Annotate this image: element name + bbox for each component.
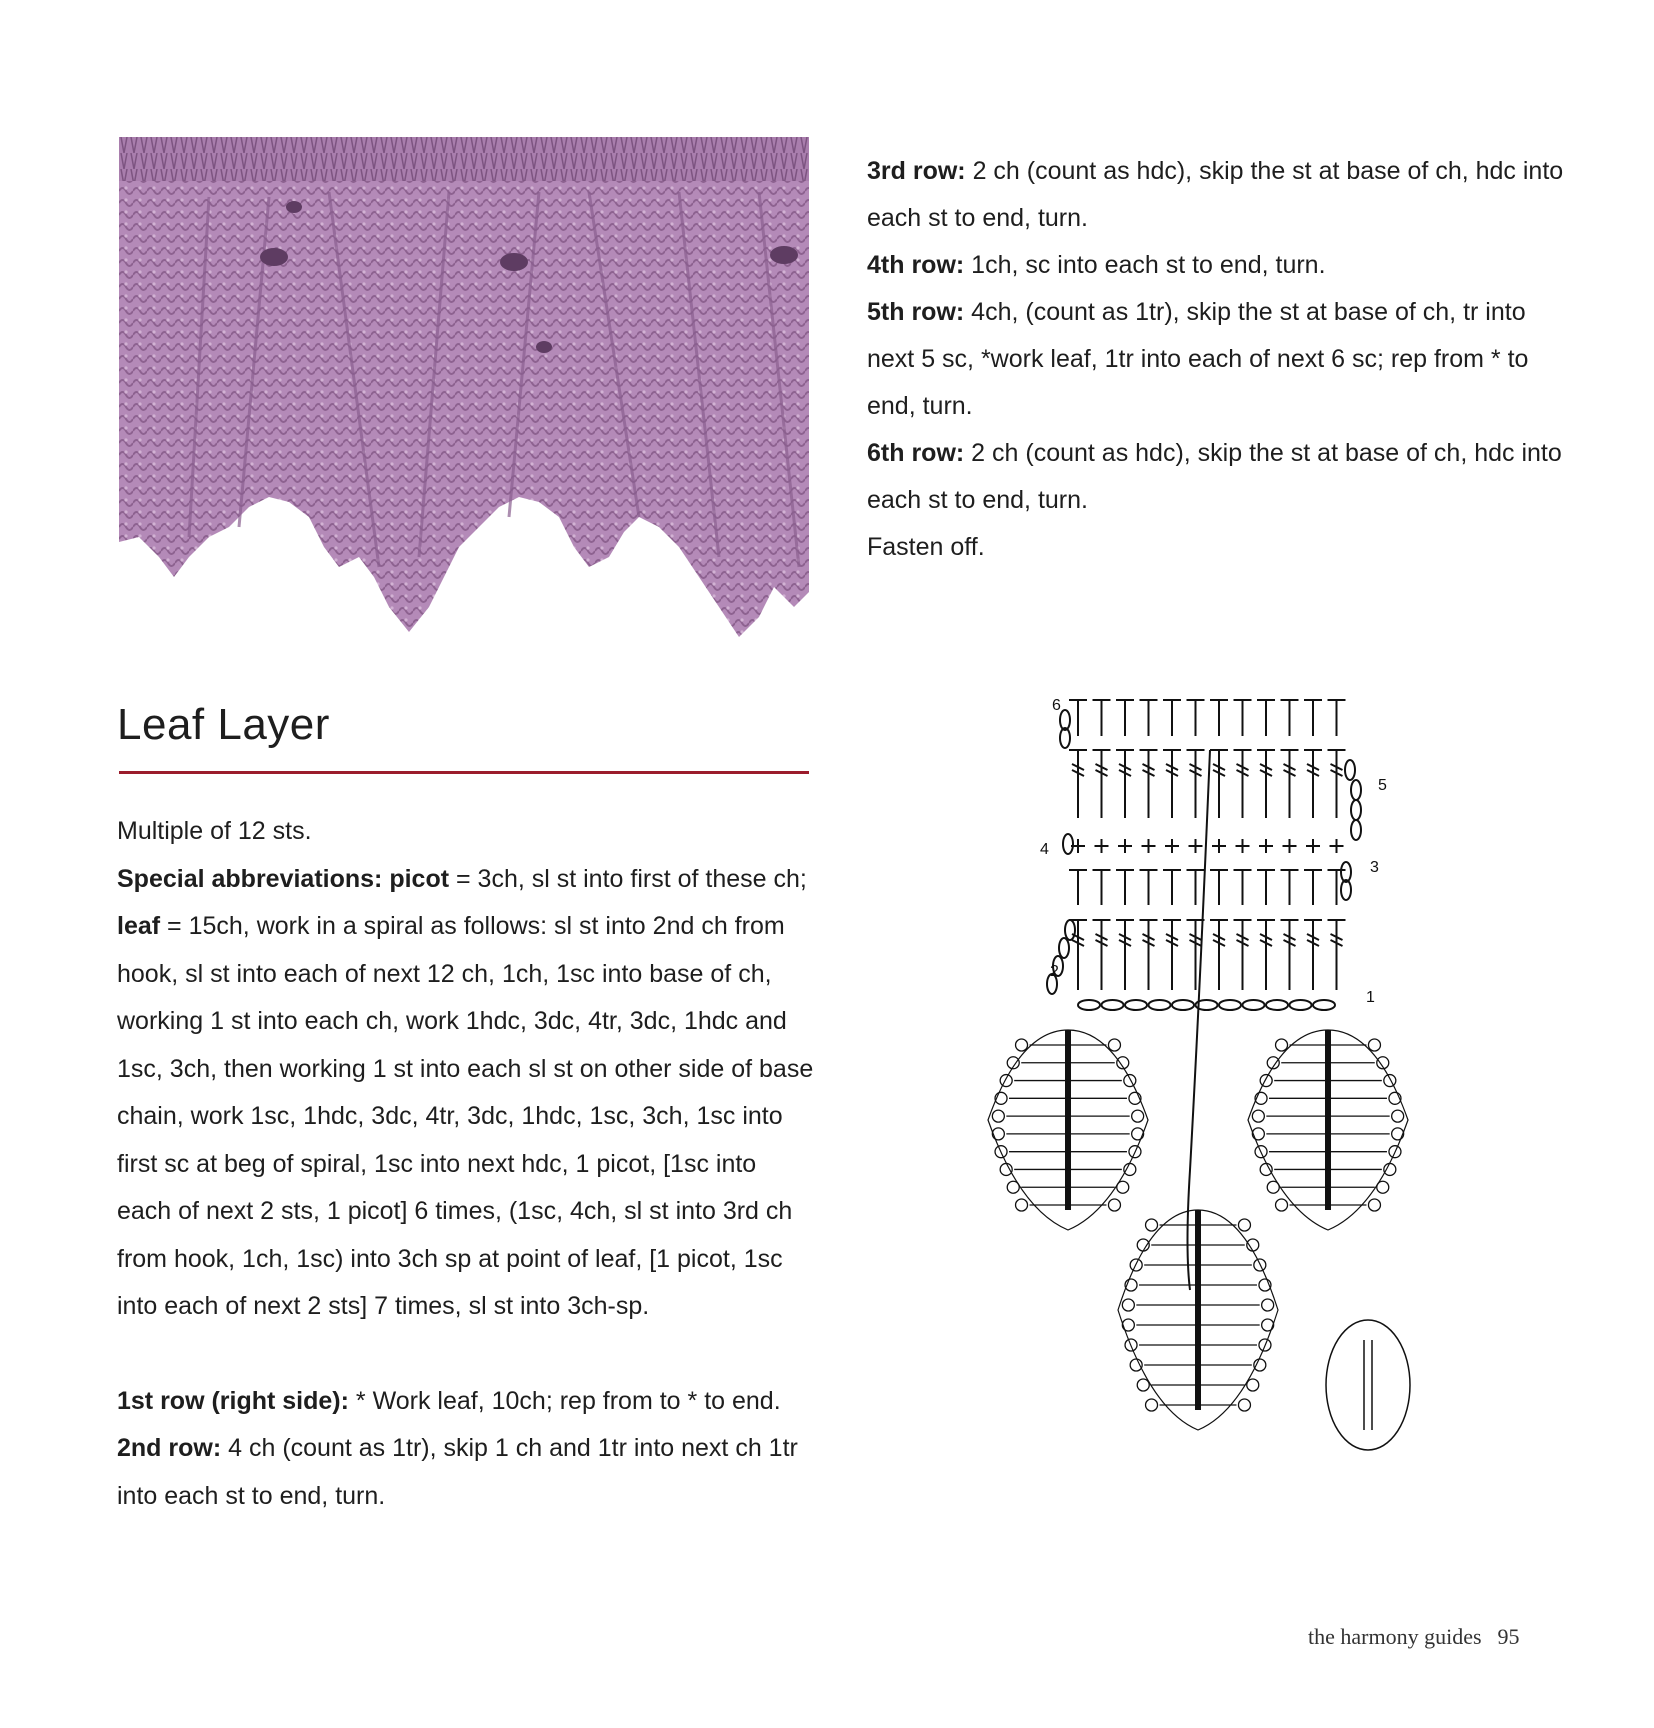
chain-symbol [1243,1000,1265,1010]
sc-symbol [1095,839,1109,853]
picot-symbol [1267,1181,1279,1193]
hdc-symbol [1187,870,1205,905]
sc-symbol [1142,839,1156,853]
sc-symbol [1236,839,1250,853]
tr-symbol [1234,920,1252,990]
tr-symbol [1116,750,1134,818]
picot-symbol [1137,1379,1149,1391]
picot-symbol [1392,1110,1404,1122]
tr-symbol [1234,750,1252,818]
chart-leaves [988,1030,1410,1450]
tr-symbol [1163,750,1181,818]
row-6-instruction: 6th row: 2 ch (count as hdc), skip the st at base of ch, hdc into each st to end, turn. [867,439,1562,514]
picot-symbol [1000,1075,1012,1087]
tr-symbol [1210,750,1228,818]
picot-symbol [1377,1181,1389,1193]
swatch-photo [119,137,809,637]
hdc-symbol [1069,700,1087,736]
tr-symbol [1210,920,1228,990]
chain-symbol [1290,1000,1312,1010]
picot-symbol [1247,1379,1259,1391]
chain-symbol [1345,760,1355,780]
hdc-symbol [1328,870,1346,905]
tr-symbol [1163,920,1181,990]
picot-symbol [1016,1199,1028,1211]
direction-spine [1364,1340,1372,1430]
tr-symbol [1093,750,1111,818]
tr-symbol [1257,750,1275,818]
picot-symbol [1262,1319,1274,1331]
title-rule [119,771,809,774]
picot-symbol [1238,1399,1250,1411]
picot-symbol [1146,1399,1158,1411]
picot-symbol [1392,1128,1404,1140]
tr-symbol [1281,750,1299,818]
hdc-symbol [1069,870,1087,905]
chain-symbol [1059,938,1069,958]
row-number-label: 4 [1040,841,1049,858]
picot-symbol [1108,1199,1120,1211]
hdc-symbol [1234,870,1252,905]
chain-symbol [1351,780,1361,800]
picot-symbol [992,1128,1004,1140]
chain-symbol [1313,1000,1335,1010]
tr-symbol [1281,920,1299,990]
hdc-symbol [1116,700,1134,736]
special-abbreviations: Special abbreviations: picot = 3ch, sl st into first of these ch; leaf = 15ch, work in a spiral as follows: sl st into 2nd ch from hook, sl st into each of next 12 ch, 1ch, 1sc into base of ch, working 1 st into each ch, work 1hdc, 3dc, 4tr, 3dc, 1hdc and 1sc, 3ch, then working 1 st into each sl st on other side of base chain, work 1sc, 1hdc, 3dc, 4tr, 3dc, 1hdc, 1sc, 3ch, 1sc into first sc at beg of spiral, 1sc into next hdc, 1 picot, [1sc into each of next 2 sts, 1 picot] 6 times, (1sc, 4ch, sl st into 3rd ch from hook, 1ch, 1sc) into 3ch sp at point of leaf, [1 picot, 1sc into each of next 2 sts] 7 times, sl st into 3ch-sp. [117,864,814,1320]
sc-symbol [1189,839,1203,853]
tr-symbol [1328,750,1346,818]
hdc-symbol [1281,870,1299,905]
picot-symbol [1000,1163,1012,1175]
sc-symbol [1306,839,1320,853]
tr-symbol [1069,750,1087,818]
hdc-symbol [1328,700,1346,736]
picot-symbol [1117,1181,1129,1193]
picot-symbol [1252,1110,1264,1122]
tr-symbol [1069,920,1087,990]
picot-symbol [992,1110,1004,1122]
hdc-symbol [1257,870,1275,905]
picot-symbol [1262,1299,1274,1311]
hdc-symbol [1163,700,1181,736]
tr-symbol [1257,920,1275,990]
page-number: 95 [1497,1624,1520,1649]
picot-symbol [1108,1039,1120,1051]
connecting-chain-line [1188,750,1211,1290]
chain-symbol [1351,800,1361,820]
picot-symbol [1238,1219,1250,1231]
hdc-symbol [1234,700,1252,736]
tr-symbol [1116,920,1134,990]
chain-symbol [1102,1000,1124,1010]
picot-symbol [1384,1075,1396,1087]
row-3-instruction: 3rd row: 2 ch (count as hdc), skip the st at base of ch, hdc into each st to end, turn. [867,157,1564,232]
chain-symbol [1172,1000,1194,1010]
hdc-symbol [1257,700,1275,736]
tr-symbol [1093,920,1111,990]
page-footer [1308,1624,1520,1650]
picot-symbol [1132,1110,1144,1122]
row-number-label: 1 [1366,989,1375,1006]
chain-symbol [1065,920,1075,940]
tr-symbol [1140,920,1158,990]
sc-symbol [1283,839,1297,853]
row-number-label: 3 [1370,859,1379,876]
tr-symbol [1328,920,1346,990]
right-column-text [867,148,1567,571]
tr-symbol [1304,750,1322,818]
sc-symbol [1118,839,1132,853]
picot-symbol [1124,1163,1136,1175]
sc-symbol [1165,839,1179,853]
chain-symbol [1149,1000,1171,1010]
sc-symbol [1259,839,1273,853]
hdc-symbol [1304,870,1322,905]
tr-symbol [1304,920,1322,990]
chart-rows [1047,700,1361,1290]
leaf-motif [988,1030,1148,1230]
leaf-motif [1248,1030,1408,1230]
leaf-motif [1118,1210,1278,1430]
picot-symbol [1132,1128,1144,1140]
paragraph-gap [117,1331,817,1378]
picot-symbol [1122,1319,1134,1331]
row-5-instruction: 5th row: 4ch, (count as 1tr), skip the st at base of ch, tr into next 5 sc, *work leaf, 1tr into each of next 6 sc; rep from * to end, turn. [867,298,1529,420]
chain-symbol [1078,1000,1100,1010]
picot-symbol [1146,1219,1158,1231]
hdc-symbol [1304,700,1322,736]
chain-symbol [1219,1000,1241,1010]
picot-symbol [1368,1199,1380,1211]
picot-symbol [1260,1075,1272,1087]
tr-symbol [1140,750,1158,818]
hdc-symbol [1140,870,1158,905]
row-4-instruction: 4th row: 1ch, sc into each st to end, turn. [867,251,1326,279]
hdc-symbol [1116,870,1134,905]
picot-symbol [1016,1039,1028,1051]
left-column-text [117,808,817,1520]
row-1-instruction: 1st row (right side): * Work leaf, 10ch; rep from to * to end. [117,1386,781,1415]
hdc-symbol [1281,700,1299,736]
sc-symbol [1330,839,1344,853]
picot-symbol [1007,1181,1019,1193]
tr-symbol [1187,750,1205,818]
hdc-symbol [1093,700,1111,736]
hdc-symbol [1140,700,1158,736]
picot-symbol [1384,1163,1396,1175]
picot-symbol [1276,1199,1288,1211]
multiple-note: Multiple of 12 sts. [117,817,312,845]
picot-symbol [1124,1075,1136,1087]
row-number-label: 6 [1052,697,1061,714]
direction-oval [1326,1320,1410,1450]
row-number-label: 5 [1378,777,1387,794]
picot-symbol [1260,1163,1272,1175]
chain-symbol [1125,1000,1147,1010]
picot-symbol [1276,1039,1288,1051]
chain-symbol [1063,834,1073,854]
guide-name: the harmony guides [1308,1624,1482,1649]
row-number-label: 2 [1050,963,1059,980]
row-2-instruction: 2nd row: 4 ch (count as 1tr), skip 1 ch and 1tr into next ch 1tr into each st to end, turn. [117,1434,798,1510]
picot-symbol [1122,1299,1134,1311]
picot-symbol [1368,1039,1380,1051]
chain-symbol [1266,1000,1288,1010]
chain-symbol [1351,820,1361,840]
crochet-chart [960,690,1430,1560]
hdc-symbol [1210,700,1228,736]
hdc-symbol [1210,870,1228,905]
picot-symbol [1252,1128,1264,1140]
hdc-symbol [1187,700,1205,736]
sc-symbol [1212,839,1226,853]
pattern-title: Leaf Layer [117,700,330,749]
hdc-symbol [1163,870,1181,905]
hdc-symbol [1093,870,1111,905]
fasten-off-instruction: Fasten off. [867,533,985,561]
chart-labels [1040,697,1387,1006]
